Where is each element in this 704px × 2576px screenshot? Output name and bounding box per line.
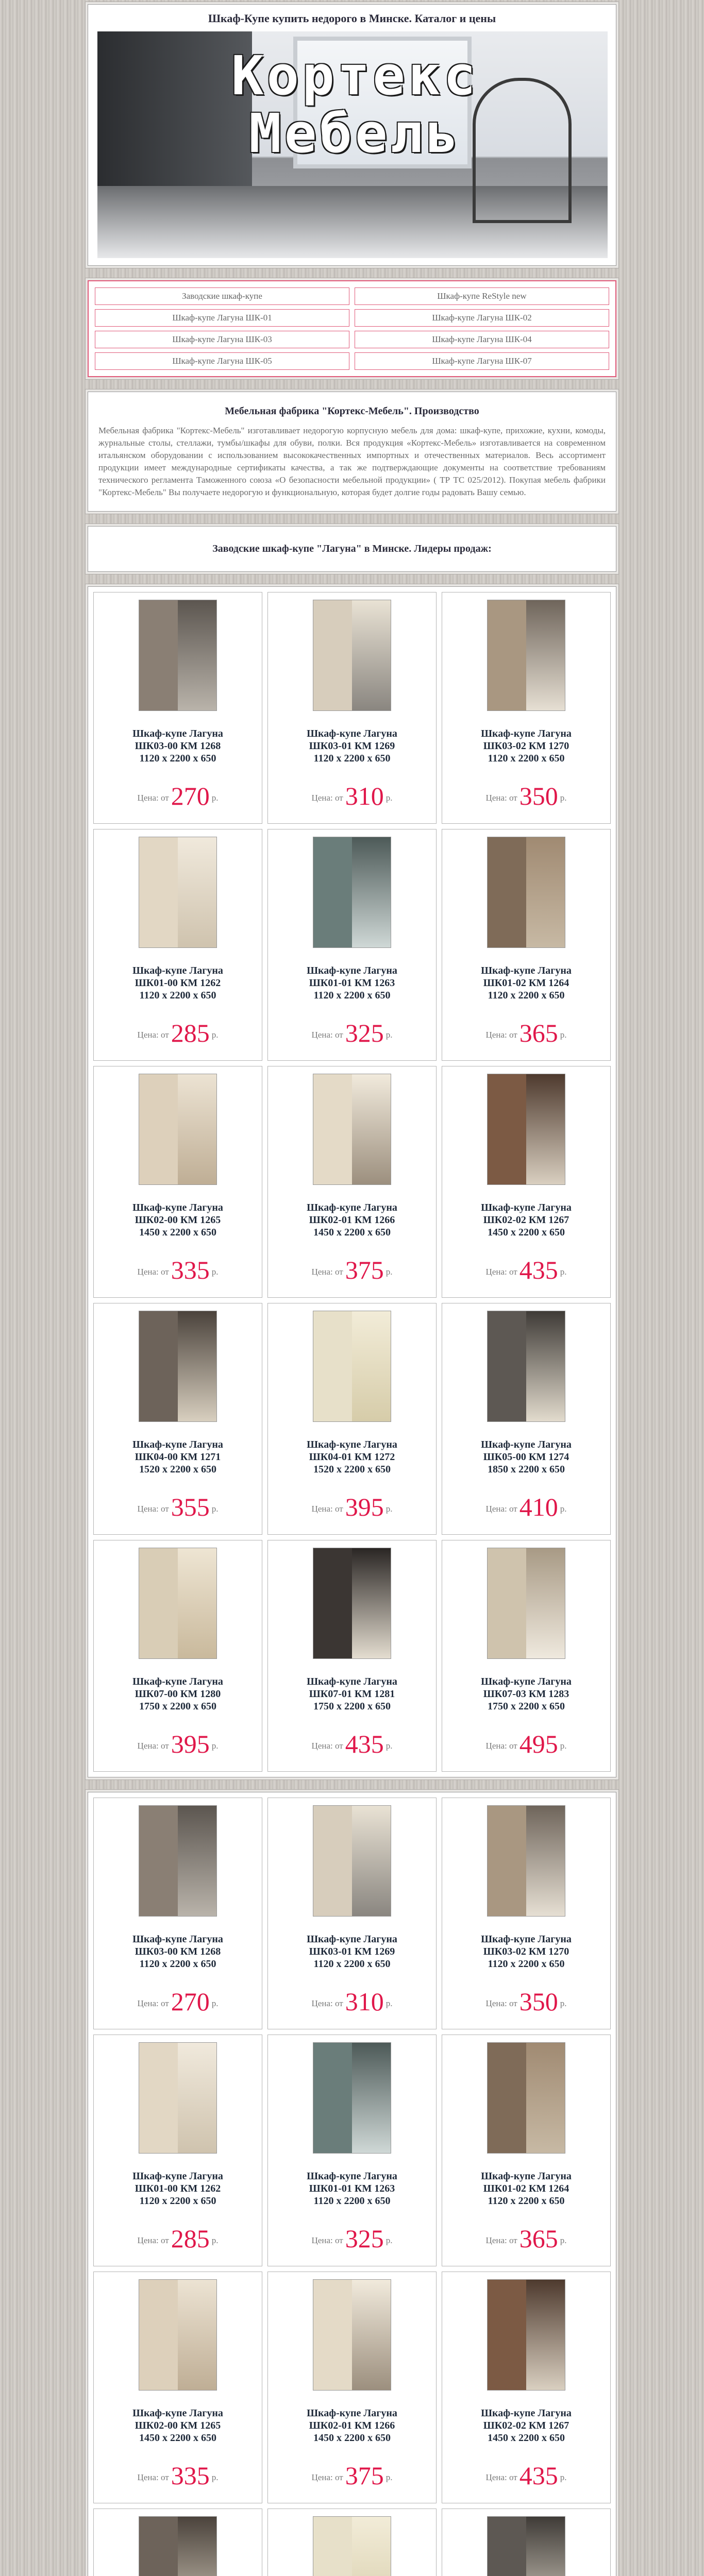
product-card[interactable] [93,829,262,1061]
product-card[interactable] [442,2035,611,2266]
price-value: 335 [171,1256,210,1284]
price-suffix: р. [211,1267,219,1277]
product-name[interactable] [94,1933,262,1970]
product-card[interactable] [267,592,437,824]
product-title: Шкаф-купе Лагуна [307,1934,397,1945]
product-price [94,1018,262,1048]
price-value: 270 [171,782,210,810]
product-size: 1120 х 2200 х 650 [139,2195,216,2207]
product-title: Шкаф-купе Лагуна [481,728,572,739]
price-prefix: Цена: от [137,2235,169,2245]
product-title: Шкаф-купе Лагуна [307,728,397,739]
product-price [94,1492,262,1522]
product-photo[interactable] [487,1805,565,1917]
product-price [268,1987,436,2016]
product-code: ШК02-01 КМ 1266 [309,2420,395,2431]
product-title: Шкаф-купе Лагуна [132,1202,223,1213]
product-size: 1120 х 2200 х 650 [139,753,216,764]
product-photo[interactable] [487,1311,565,1422]
product-title: Шкаф-купе Лагуна [132,2408,223,2419]
nav-link-3[interactable]: Шкаф-купе Лагуна ШК-01 [95,309,349,327]
product-photo[interactable] [313,2042,391,2154]
product-price [442,1018,610,1048]
price-prefix: Цена: от [137,1741,169,1751]
price-suffix: р. [211,2472,219,2482]
product-photo[interactable] [313,1311,391,1422]
product-name[interactable] [268,1675,436,1713]
product-card[interactable] [442,1066,611,1298]
product-card[interactable] [267,829,437,1061]
product-title: Шкаф-купе Лагуна [132,1676,223,1687]
price-suffix: р. [211,1030,219,1040]
price-prefix: Цена: от [137,1030,169,1040]
product-code: ШК01-01 КМ 1263 [309,2183,395,2194]
price-value: 395 [345,1493,384,1521]
product-code: ШК01-00 КМ 1262 [135,977,221,989]
product-title: Шкаф-купе Лагуна [307,2408,397,2419]
price-prefix: Цена: от [311,793,343,803]
price-suffix: р. [385,793,393,803]
price-prefix: Цена: от [485,2472,517,2482]
product-name[interactable] [94,727,262,765]
product-title: Шкаф-купе Лагуна [481,1934,572,1945]
price-suffix: р. [560,2472,567,2482]
product-photo[interactable] [487,1074,565,1185]
product-title: Шкаф-купе Лагуна [307,965,397,976]
product-code: ШК03-00 КМ 1268 [135,740,221,752]
price-suffix: р. [385,2235,393,2245]
product-size: 1120 х 2200 х 650 [488,753,565,764]
price-suffix: р. [560,793,567,803]
section-box [88,526,616,572]
product-name[interactable] [268,727,436,765]
product-card[interactable] [442,1303,611,1535]
product-code: ШК02-01 КМ 1266 [309,1214,395,1226]
banner-image [97,31,608,258]
price-value: 375 [345,2461,384,2490]
nav-link-5[interactable]: Шкаф-купе Лагуна ШК-03 [95,331,349,348]
product-price [268,1492,436,1522]
product-size: 1120 х 2200 х 650 [488,990,565,1001]
product-price [94,2461,262,2490]
product-code: ШК04-00 КМ 1271 [135,1451,221,1463]
product-name[interactable] [94,2170,262,2207]
product-photo[interactable] [139,1074,217,1185]
price-suffix: р. [385,2472,393,2482]
product-card[interactable] [442,1540,611,1772]
nav-link-6[interactable]: Шкаф-купе Лагуна ШК-04 [355,331,609,348]
product-card[interactable] [267,1540,437,1772]
nav-menu [95,287,609,370]
product-price [442,781,610,811]
product-price [442,1987,610,2016]
price-suffix: р. [385,1267,393,1277]
price-suffix: р. [560,1030,567,1040]
product-price [442,2224,610,2253]
product-title: Шкаф-купе Лагуна [481,1439,572,1450]
product-code: ШК02-00 КМ 1265 [135,2420,221,2431]
price-prefix: Цена: от [137,1504,169,1514]
price-suffix: р. [560,1998,567,2008]
product-price [94,2224,262,2253]
product-title: Шкаф-купе Лагуна [132,1439,223,1450]
price-prefix: Цена: от [137,793,169,803]
price-suffix: р. [385,1030,393,1040]
product-name[interactable] [94,1201,262,1239]
product-card[interactable] [93,1540,262,1772]
product-size: 1450 х 2200 х 650 [488,1227,565,1238]
page-title: Шкаф-Купе купить недорого в Минске. Каталог и цены [208,12,496,25]
product-name[interactable] [442,1933,610,1970]
product-price [442,1492,610,1522]
product-code: ШК03-02 КМ 1270 [483,740,569,752]
price-value: 375 [345,1256,384,1284]
product-name[interactable] [268,2170,436,2207]
product-price [442,2461,610,2490]
price-value: 395 [171,1730,210,1758]
nav-link-1[interactable]: Заводские шкаф-купе [95,287,349,305]
product-card[interactable] [442,829,611,1061]
product-name[interactable] [442,964,610,1002]
price-value: 365 [519,2224,558,2253]
product-size: 1120 х 2200 х 650 [313,1958,391,1970]
product-name[interactable] [94,964,262,1002]
product-size: 1850 х 2200 х 650 [488,1464,565,1475]
product-photo[interactable] [139,2516,217,2576]
product-card[interactable] [442,2509,611,2576]
price-suffix: р. [211,1504,219,1514]
product-code: ШК07-01 КМ 1281 [309,1688,395,1700]
product-title: Шкаф-купе Лагуна [481,965,572,976]
product-code: ШК07-00 КМ 1280 [135,1688,221,1700]
product-size: 1120 х 2200 х 650 [313,990,391,1001]
product-title: Шкаф-купе Лагуна [307,1202,397,1213]
price-prefix: Цена: от [485,1030,517,1040]
product-title: Шкаф-купе Лагуна [132,1934,223,1945]
price-prefix: Цена: от [485,1504,517,1514]
price-value: 435 [519,1256,558,1284]
product-photo[interactable] [487,2279,565,2391]
nav-link-4[interactable]: Шкаф-купе Лагуна ШК-02 [355,309,609,327]
product-card[interactable] [93,1066,262,1298]
product-photo[interactable] [487,600,565,711]
product-card[interactable] [267,2272,437,2503]
price-suffix: р. [211,2235,219,2245]
product-size: 1750 х 2200 х 650 [139,1701,216,1712]
price-value: 435 [345,1730,384,1758]
price-suffix: р. [385,1998,393,2008]
product-photo[interactable] [313,1074,391,1185]
product-size: 1120 х 2200 х 650 [139,1958,216,1970]
price-suffix: р. [560,1267,567,1277]
price-prefix: Цена: от [311,1504,343,1514]
price-value: 325 [345,1019,384,1047]
product-photo[interactable] [313,600,391,711]
product-card[interactable] [93,2035,262,2266]
price-prefix: Цена: от [311,2235,343,2245]
product-code: ШК01-02 КМ 1264 [483,977,569,989]
product-size: 1750 х 2200 х 650 [488,1701,565,1712]
product-card[interactable] [267,2509,437,2576]
price-value: 310 [345,782,384,810]
nav-box [88,280,616,377]
product-code: ШК03-01 КМ 1269 [309,1946,395,1957]
product-name[interactable] [442,1675,610,1713]
product-size: 1450 х 2200 х 650 [139,2432,216,2444]
product-photo[interactable] [139,837,217,948]
product-card[interactable] [442,2272,611,2503]
price-prefix: Цена: от [137,2472,169,2482]
product-title: Шкаф-купе Лагуна [307,1439,397,1450]
product-code: ШК03-02 КМ 1270 [483,1946,569,1957]
product-card[interactable] [267,2035,437,2266]
product-name[interactable] [442,2407,610,2444]
price-value: 285 [171,1019,210,1047]
price-prefix: Цена: от [485,1741,517,1751]
price-prefix: Цена: от [485,793,517,803]
product-price [94,781,262,811]
product-card[interactable] [93,592,262,824]
product-size: 1520 х 2200 х 650 [313,1464,391,1475]
product-photo[interactable] [313,2279,391,2391]
product-title: Шкаф-купе Лагуна [481,2171,572,2182]
product-photo[interactable] [139,2279,217,2391]
product-code: ШК07-03 КМ 1283 [483,1688,569,1700]
product-code: ШК03-01 КМ 1269 [309,740,395,752]
product-size: 1750 х 2200 х 650 [313,1701,391,1712]
product-size: 1520 х 2200 х 650 [139,1464,216,1475]
product-size: 1450 х 2200 х 650 [488,2432,565,2444]
product-name[interactable] [442,1201,610,1239]
product-card[interactable] [442,592,611,824]
price-prefix: Цена: от [485,1998,517,2008]
product-title: Шкаф-купе Лагуна [307,2171,397,2182]
product-code: ШК02-02 КМ 1267 [483,2420,569,2431]
product-price [94,1729,262,1759]
price-value: 435 [519,2461,558,2490]
product-name[interactable] [94,2407,262,2444]
product-photo[interactable] [313,1805,391,1917]
product-photo[interactable] [139,600,217,711]
product-title: Шкаф-купе Лагуна [481,2408,572,2419]
product-card[interactable] [442,1798,611,2029]
product-title: Шкаф-купе Лагуна [132,965,223,976]
product-price [268,1255,436,1285]
about-title: Мебельная фабрика "Кортекс-Мебель". Производство [225,405,479,417]
product-price [94,1255,262,1285]
product-name[interactable] [268,964,436,1002]
products-box-b [88,1792,616,2576]
price-prefix: Цена: от [311,1998,343,2008]
about-box [88,392,616,512]
product-grid-a [88,587,616,1777]
product-name[interactable] [94,1438,262,1476]
price-suffix: р. [560,2235,567,2245]
product-photo[interactable] [139,2042,217,2154]
price-suffix: р. [385,1741,393,1751]
product-code: ШК04-01 КМ 1272 [309,1451,395,1463]
product-size: 1120 х 2200 х 650 [488,1958,565,1970]
price-prefix: Цена: от [311,2472,343,2482]
product-name[interactable] [268,1933,436,1970]
price-suffix: р. [560,1504,567,1514]
product-price [268,2461,436,2490]
price-suffix: р. [211,793,219,803]
product-card[interactable] [93,1798,262,2029]
price-prefix: Цена: от [485,1267,517,1277]
price-prefix: Цена: от [137,1998,169,2008]
product-code: ШК01-01 КМ 1263 [309,977,395,989]
product-name[interactable] [442,2170,610,2207]
products-box-a [88,586,616,1777]
product-card[interactable] [93,2509,262,2576]
price-value: 365 [519,1019,558,1047]
product-price [94,1987,262,2016]
product-name[interactable] [268,2407,436,2444]
price-prefix: Цена: от [311,1030,343,1040]
product-code: ШК02-00 КМ 1265 [135,1214,221,1226]
product-size: 1120 х 2200 х 650 [313,2195,391,2207]
section-title: Заводские шкаф-купе "Лагуна" в Минске. Лидеры продаж: [212,543,492,554]
product-code: ШК01-02 КМ 1264 [483,2183,569,2194]
header-box [88,4,616,266]
about-text: Мебельная фабрика "Кортекс-Мебель" изготавливает недорогую корпусную мебель для дома: шкаф-купе, прихожие, кухни, комоды, журнальные столы, стеллажи, тумбы/шкафы для обуви, полки. Вся продукция «Кортекс-Мебель» изготавливается на современном итальянском оборудовании с использованием высококачественных импортных и отечественных материалов. Весь ассортимент продукции имеет международные сертификаты качества, а так же подтверждающие документы на соответствие требованиям технического регламента Таможенного союза «О безопасности мебельной продукции» ( ТР ТС 025/2012). Покупая мебель фабрики "Кортекс-Мебель" Вы получаете недорогую и функциональную, которая будет долгие годы радовать Вашу семью. [98,426,606,497]
product-name[interactable] [268,1438,436,1476]
nav-link-8[interactable]: Шкаф-купе Лагуна ШК-07 [355,352,609,370]
product-photo[interactable] [487,2042,565,2154]
product-size: 1120 х 2200 х 650 [488,2195,565,2207]
price-value: 325 [345,2224,384,2253]
price-prefix: Цена: от [485,2235,517,2245]
product-name[interactable] [442,727,610,765]
product-photo[interactable] [139,1805,217,1917]
product-photo[interactable] [313,1548,391,1659]
price-value: 410 [519,1493,558,1521]
product-price [268,1018,436,1048]
product-code: ШК03-00 КМ 1268 [135,1946,221,1957]
price-value: 355 [171,1493,210,1521]
price-value: 285 [171,2224,210,2253]
product-price [268,1729,436,1759]
price-value: 495 [519,1730,558,1758]
product-grid-b [88,1792,616,2576]
product-title: Шкаф-купе Лагуна [307,1676,397,1687]
price-suffix: р. [560,1741,567,1751]
price-value: 270 [171,1987,210,2016]
product-card[interactable] [267,1798,437,2029]
product-name[interactable] [268,1201,436,1239]
product-size: 1120 х 2200 х 650 [139,990,216,1001]
product-code: ШК02-02 КМ 1267 [483,1214,569,1226]
price-suffix: р. [211,1998,219,2008]
product-size: 1450 х 2200 х 650 [313,2432,391,2444]
nav-link-2[interactable]: Шкаф-купе ReStyle new [355,287,609,305]
product-photo[interactable] [313,2516,391,2576]
price-value: 310 [345,1987,384,2016]
product-photo[interactable] [487,2516,565,2576]
product-price [442,1729,610,1759]
brand-logo: Кортекс Мебель [231,44,479,165]
price-value: 350 [519,782,558,810]
price-prefix: Цена: от [311,1267,343,1277]
product-title: Шкаф-купе Лагуна [132,728,223,739]
price-prefix: Цена: от [311,1741,343,1751]
product-name[interactable] [442,1438,610,1476]
price-suffix: р. [211,1741,219,1751]
price-suffix: р. [385,1504,393,1514]
product-code: ШК05-00 КМ 1274 [483,1451,569,1463]
product-name[interactable] [94,1675,262,1713]
product-photo[interactable] [139,1311,217,1422]
product-title: Шкаф-купе Лагуна [481,1202,572,1213]
price-prefix: Цена: от [137,1267,169,1277]
product-photo[interactable] [139,1548,217,1659]
product-size: 1120 х 2200 х 650 [313,753,391,764]
product-photo[interactable] [313,837,391,948]
nav-link-7[interactable]: Шкаф-купе Лагуна ШК-05 [95,352,349,370]
product-price [268,781,436,811]
product-card[interactable] [267,1066,437,1298]
product-card[interactable] [267,1303,437,1535]
product-size: 1450 х 2200 х 650 [139,1227,216,1238]
product-photo[interactable] [487,1548,565,1659]
product-title: Шкаф-купе Лагуна [481,1676,572,1687]
price-value: 350 [519,1987,558,2016]
product-price [268,2224,436,2253]
product-code: ШК01-00 КМ 1262 [135,2183,221,2194]
product-photo[interactable] [487,837,565,948]
product-card[interactable] [93,1303,262,1535]
product-title: Шкаф-купе Лагуна [132,2171,223,2182]
product-card[interactable] [93,2272,262,2503]
price-value: 335 [171,2461,210,2490]
product-size: 1450 х 2200 х 650 [313,1227,391,1238]
product-price [442,1255,610,1285]
